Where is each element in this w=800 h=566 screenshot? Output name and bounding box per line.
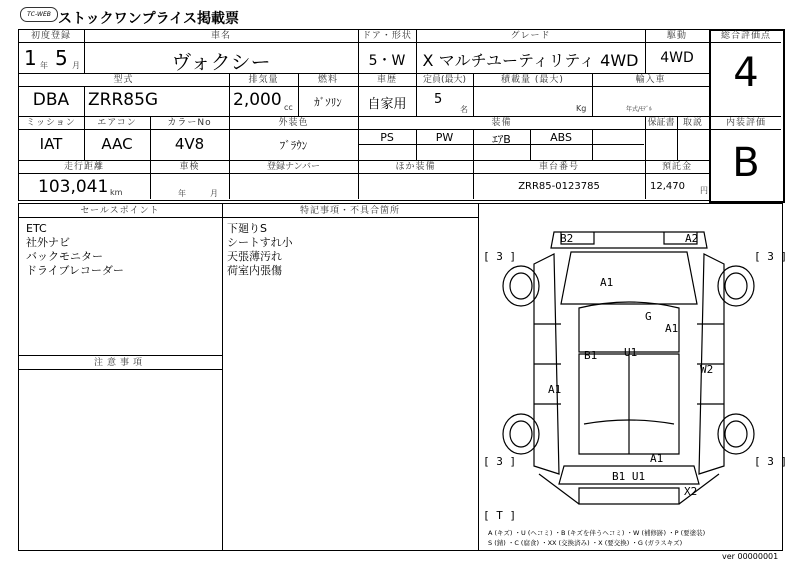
interior-score-label: 内装評価: [725, 118, 766, 128]
grade-label: グレード: [510, 31, 551, 41]
sales-point-item: バックモニター: [26, 250, 103, 263]
overall-score: 4: [733, 50, 759, 96]
sales-points-label: セールスポイント: [80, 206, 160, 216]
price-label: 預託金: [661, 162, 692, 172]
car-name-label: 車名: [210, 31, 231, 41]
cc-unit: cc: [284, 103, 293, 112]
hood: [561, 252, 697, 304]
note-item: 下廻りS: [227, 222, 267, 235]
drive-label: 駆動: [666, 31, 687, 41]
kg-unit: Kg: [576, 104, 587, 113]
corner-mark: [ 3 ]: [483, 455, 517, 468]
inspection-label: 車検: [179, 162, 200, 172]
inspection-year-unit: 年: [178, 189, 186, 198]
sales-point-item: ドライブレコーダー: [26, 264, 124, 277]
damage-mark-b1: B1: [584, 349, 598, 362]
price-value: 12,470: [650, 181, 685, 192]
damage-mark-b1-u1: B1 U1: [612, 470, 646, 483]
warranty-label: 保証書: [647, 118, 675, 128]
equip-airbag: ｴｱB: [492, 133, 511, 146]
damage-mark-x2: X2: [684, 485, 698, 498]
first-reg-label: 初度登録: [30, 31, 71, 41]
model-prefix: DBA: [32, 90, 70, 110]
damage-mark-a1: A1: [665, 322, 679, 335]
capacity-label: 定員(最大): [422, 75, 467, 85]
fuel-value: ｶﾞｿﾘﾝ: [314, 96, 342, 109]
drive-value: 4WD: [660, 50, 694, 66]
damage-mark-w2: W2: [700, 363, 714, 376]
equip-abs: ABS: [550, 131, 572, 144]
mission-value: IAT: [39, 135, 63, 153]
trunk-mark: [ T ]: [483, 509, 517, 522]
corner-mark: [ 3 ]: [754, 250, 788, 263]
mileage-value: 103,041: [38, 177, 109, 197]
reg-month: 5: [55, 46, 68, 70]
legend-line: A (キズ) ・U (ヘコミ) ・B (キズを伴うヘコミ) ・W (補修跡) ・P (要塗装): [488, 529, 706, 537]
version-label: ver 00000001: [722, 552, 779, 561]
sales-point-item: 社外ナビ: [26, 236, 70, 249]
history-label: 車歴: [376, 75, 397, 85]
chassis-label: 車台番号: [538, 162, 579, 172]
color-no-value: 4V8: [174, 135, 205, 153]
inspection-month-unit: 月: [210, 189, 218, 198]
model-label: 型式: [113, 75, 134, 85]
reg-month-unit: 月: [72, 61, 80, 70]
capacity-value: 5: [434, 92, 443, 107]
page-title: ストックワンプライス掲載票: [58, 11, 240, 27]
manual-label: 取説: [682, 118, 703, 128]
equip-pw: PW: [435, 131, 454, 144]
notes-label: 特記事項・不具合箇所: [299, 206, 400, 216]
mileage-label: 走行距離: [63, 162, 104, 172]
yen-unit: 円: [700, 186, 708, 195]
mission-label: ミッション: [26, 118, 76, 128]
note-item: 荷室内張傷: [227, 264, 282, 277]
car-name: ヴォクシー: [171, 50, 271, 74]
damage-mark-g: G: [645, 310, 652, 323]
color-no-label: カラーNo: [167, 118, 212, 128]
load-label: 積載量 (最大): [501, 75, 564, 85]
sales-point-item: ETC: [26, 222, 47, 235]
damage-mark-a1: A1: [650, 452, 664, 465]
legend-line: S (錆) ・C (腐食) ・XX (交換済み) ・X (要交換) ・G (ガラスキズ): [488, 539, 683, 547]
interior-score: B: [732, 140, 760, 186]
aircon-value: AAC: [101, 135, 133, 153]
damage-mark-a1: A1: [600, 276, 614, 289]
chassis-value: ZRR85-0123785: [518, 181, 600, 192]
plate-label: 登録ナンバー: [267, 162, 320, 172]
grade-value: X マルチユーティリティ 4WD: [422, 51, 639, 70]
note-item: 天張薄汚れ: [227, 250, 282, 263]
displacement-value: 2,000: [233, 90, 282, 110]
overall-score-label: 総合評価点: [720, 31, 771, 41]
reg-year-unit: 年: [40, 61, 48, 70]
equipment-label: 装備: [491, 118, 512, 128]
aircon-label: エアコン: [97, 118, 137, 128]
damage-mark-a2: A2: [685, 232, 699, 245]
doors-label: ドア・形状: [362, 31, 412, 41]
fuel-label: 燃料: [317, 75, 338, 85]
history-value: 自家用: [367, 97, 407, 112]
corner-mark: [ 3 ]: [483, 250, 517, 263]
import-label: 輸入車: [635, 75, 666, 85]
exterior-label: 外装色: [278, 118, 309, 128]
model-year-label: 年式/ﾓﾃﾞﾙ: [626, 106, 653, 113]
doors-value: 5・W: [368, 53, 406, 69]
damage-mark-u1: U1: [624, 346, 638, 359]
seat-unit: 名: [460, 105, 468, 114]
km-unit: km: [110, 188, 123, 197]
equip-ps: PS: [380, 131, 394, 144]
reg-year: 1: [24, 46, 37, 70]
damage-mark-a1: A1: [548, 383, 562, 396]
displacement-label: 排気量: [248, 75, 279, 85]
other-equipment-label: ほか装備: [395, 162, 436, 172]
brand-logo: TC-WEB: [20, 7, 58, 22]
note-item: シートすれ小: [227, 236, 293, 249]
caution-label: 注意事項: [93, 358, 146, 368]
exterior-color-value: ﾌﾞﾗｳﾝ: [279, 139, 308, 152]
corner-mark: [ 3 ]: [754, 455, 788, 468]
model-value: ZRR85G: [88, 90, 159, 110]
damage-mark-b2: B2: [560, 232, 574, 245]
front-bumper: [551, 232, 707, 248]
